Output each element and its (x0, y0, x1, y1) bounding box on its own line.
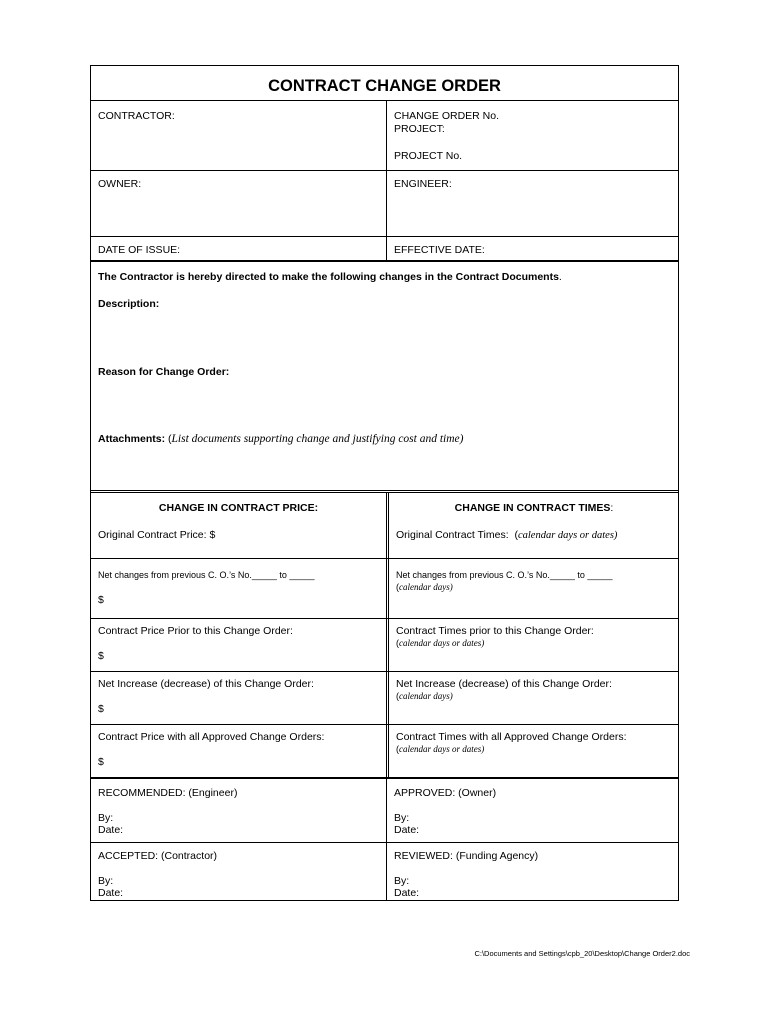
project-label: PROJECT: (394, 123, 445, 135)
change-order-cell[interactable] (386, 101, 678, 170)
with-all-price-cell[interactable] (91, 725, 386, 777)
reason-field[interactable] (91, 380, 678, 430)
effective-date-label: EFFECTIVE DATE: (394, 244, 485, 256)
owner-label: OWNER: (98, 178, 142, 190)
owner-cell[interactable] (91, 171, 386, 236)
attachments-note: List documents supporting change and justifying cost and time) (171, 433, 464, 445)
owner-row (91, 170, 678, 236)
directive-end: . (558, 271, 562, 283)
net-prev-price-label: Net changes from previous C. O.’s No._____ to _____ (98, 570, 315, 580)
net-prev-times-cell[interactable] (386, 559, 678, 618)
with-all-row (91, 724, 678, 777)
change-order-form (90, 65, 679, 901)
times-header-colon: : (610, 502, 614, 514)
times-header-cell (386, 493, 678, 558)
effective-date-cell[interactable] (386, 237, 678, 260)
with-all-times-note: calendar days or dates) (399, 744, 485, 754)
with-all-price-value: $ (98, 756, 104, 768)
engineer-cell[interactable] (386, 171, 678, 236)
recommended-by-label: By: (98, 812, 114, 824)
prior-price-value: $ (98, 650, 104, 662)
accepted-label: ACCEPTED: (Contractor) (98, 850, 218, 862)
directive-text (98, 271, 562, 283)
prior-times-cell[interactable] (386, 619, 678, 671)
attachments-line (98, 433, 463, 445)
price-times-header-row (91, 490, 678, 558)
price-header-cell (91, 493, 386, 558)
net-prev-times-label: Net changes from previous C. O.’s No._____ to _____ (396, 570, 613, 580)
original-times-open: ( (514, 529, 518, 541)
attachments-open: ( (168, 433, 172, 445)
attachments-field[interactable] (91, 448, 678, 488)
approved-date-label: Date: (394, 824, 420, 836)
contractor-cell[interactable] (91, 101, 386, 170)
net-increase-times-note-line (396, 690, 453, 702)
change-order-no-label: CHANGE ORDER No. (394, 110, 500, 122)
with-all-times-open: ( (396, 744, 399, 754)
original-times-label: Original Contract Times: (396, 529, 509, 541)
reason-label: Reason for Change Order: (98, 366, 230, 378)
reviewed-cell[interactable] (386, 843, 678, 900)
net-increase-price-value: $ (98, 703, 104, 715)
accept-review-row (91, 842, 678, 900)
original-times-line[interactable] (396, 529, 617, 542)
prior-times-label: Contract Times prior to this Change Order: (396, 625, 594, 637)
price-header: CHANGE IN CONTRACT PRICE: (158, 502, 319, 514)
recommended-date-label: Date: (98, 824, 124, 836)
original-price-label[interactable]: Original Contract Price: $ (98, 529, 216, 541)
directive-main: The Contractor is hereby directed to make the following changes in the Contract Documents (98, 271, 559, 283)
recommended-cell[interactable] (91, 779, 386, 842)
with-all-price-label: Contract Price with all Approved Change Orders: (98, 731, 325, 743)
prior-times-open: ( (396, 638, 399, 648)
reviewed-by-label: By: (394, 875, 410, 887)
net-increase-price-cell[interactable] (91, 672, 386, 724)
net-increase-price-label: Net Increase (decrease) of this Change Order: (98, 678, 314, 690)
net-prev-price-value: $ (98, 594, 104, 606)
net-increase-times-cell[interactable] (386, 672, 678, 724)
net-increase-row (91, 671, 678, 724)
date-of-issue-cell[interactable] (91, 237, 386, 260)
original-times-note: calendar days or dates) (517, 530, 618, 541)
prior-times-note: calendar days or dates) (399, 638, 485, 648)
dates-row (91, 236, 678, 260)
contractor-label: CONTRACTOR: (98, 110, 175, 122)
accepted-by-label: By: (98, 875, 114, 887)
net-prev-times-open: ( (396, 582, 399, 592)
prior-price-cell[interactable] (91, 619, 386, 671)
attachments-label: Attachments: (98, 433, 166, 445)
net-increase-times-label: Net Increase (decrease) of this Change Order: (396, 678, 612, 690)
approved-cell[interactable] (386, 779, 678, 842)
prior-times-note-line (396, 637, 484, 649)
file-path-footer: C:\Documents and Settings\cpb_20\Desktop\Change Order2.doc (474, 949, 690, 958)
with-all-times-label: Contract Times with all Approved Change Orders: (396, 731, 627, 743)
recommend-approve-row (91, 777, 678, 842)
contractor-row (91, 100, 678, 170)
with-all-times-note-line (396, 743, 484, 755)
form-title: CONTRACT CHANGE ORDER (268, 77, 501, 95)
accepted-cell[interactable] (91, 843, 386, 900)
prior-row (91, 618, 678, 671)
date-of-issue-label: DATE OF ISSUE: (98, 244, 181, 256)
description-field[interactable] (91, 312, 678, 362)
net-increase-times-note: calendar days) (399, 691, 453, 701)
project-no-label: PROJECT No. (394, 150, 463, 162)
recommended-label: RECOMMENDED: (Engineer) (98, 787, 238, 799)
times-header (389, 502, 679, 514)
title-row (91, 66, 678, 100)
net-prev-price-cell[interactable] (91, 559, 386, 618)
net-increase-times-open: ( (396, 691, 399, 701)
description-label: Description: (98, 298, 160, 310)
with-all-times-cell[interactable] (386, 725, 678, 777)
accepted-date-label: Date: (98, 887, 124, 899)
approved-label: APPROVED: (Owner) (394, 787, 497, 799)
reviewed-date-label: Date: (394, 887, 420, 899)
times-header-text: CHANGE IN CONTRACT TIMES (454, 502, 611, 514)
net-prev-times-note: calendar days) (399, 582, 453, 592)
changes-section (91, 260, 678, 490)
prior-price-label: Contract Price Prior to this Change Order: (98, 625, 293, 637)
approved-by-label: By: (394, 812, 410, 824)
engineer-label: ENGINEER: (394, 178, 452, 190)
net-prev-row (91, 558, 678, 618)
reviewed-label: REVIEWED: (Funding Agency) (394, 850, 539, 862)
net-prev-times-note-line (396, 581, 453, 593)
